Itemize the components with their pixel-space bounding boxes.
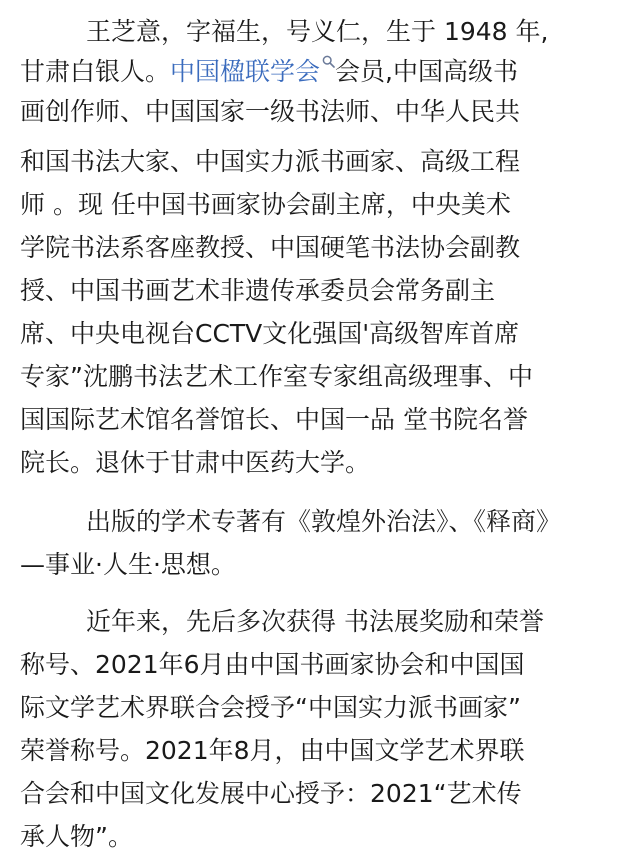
paragraph-3-line-6: 承人物”。 [20, 822, 133, 851]
paragraph-3-line-5: 合会和中国文化发展中心授予：2021“艺术传 [20, 779, 522, 808]
paragraph-3-line-2: 称号、2021年6月由中国书画家协会和中国国 [20, 650, 525, 679]
paragraph-3-line-1: 近年来，先后多次获得 书法展奖励和荣誉 [86, 607, 544, 636]
paragraph-1-line-5: 师 。现 任中国书画家协会副主席，中央美术 [20, 190, 511, 219]
paragraph-1-line-4: 和国书法大家、中国实力派书画家、高级工程 [20, 147, 521, 176]
paragraph-1-line-11: 院长。退休于甘肃中医药大学。 [20, 448, 371, 477]
paragraph-2-line-1: 出版的学术专著有《敦煌外治法》、《释商》 [86, 507, 562, 536]
paragraph-1-line-2-tail: 会员,中国高级书 [335, 57, 518, 86]
paragraph-1-line-9: 专家”沈鹏书法艺术工作室专家组高级理事、中 [20, 362, 533, 391]
paragraph-1-line-1: 王芝意，字福生，号义仁，生于 1948 年, [86, 17, 549, 46]
paragraph-1-line-6: 学院书法系客座教授、中国硬笔书法协会副教 [20, 233, 521, 262]
paragraph-1-line-8: 席、中央电视台CCTV文化强国'高级智库首席 [20, 319, 520, 348]
paragraph-1-line-2-lead: 甘肃白银人。 [20, 57, 171, 86]
paragraph-3-line-3: 际文学艺术界联合会授予“中国实力派书画家” [20, 693, 521, 722]
paragraph-1-line-3: 画创作师、中国国家一级书法师、中华人民共 [20, 97, 521, 126]
paragraph-2-line-2: —事业·人生·思想。 [20, 550, 236, 579]
paragraph-1-line-7: 授、中国书画艺术非遗传承委员会常务副主 [20, 276, 496, 305]
paragraph-1-line-2 [20, 50, 630, 94]
search-icon [322, 55, 335, 68]
paragraph-3-line-4: 荣誉称号。2021年8月，由中国文学艺术界联 [20, 736, 525, 765]
encyclopedia-link[interactable]: 中国楹联学会 [170, 57, 321, 86]
paragraph-1-line-10: 国国际艺术馆名誉馆长、中国一品 堂书院名誉 [20, 405, 528, 434]
